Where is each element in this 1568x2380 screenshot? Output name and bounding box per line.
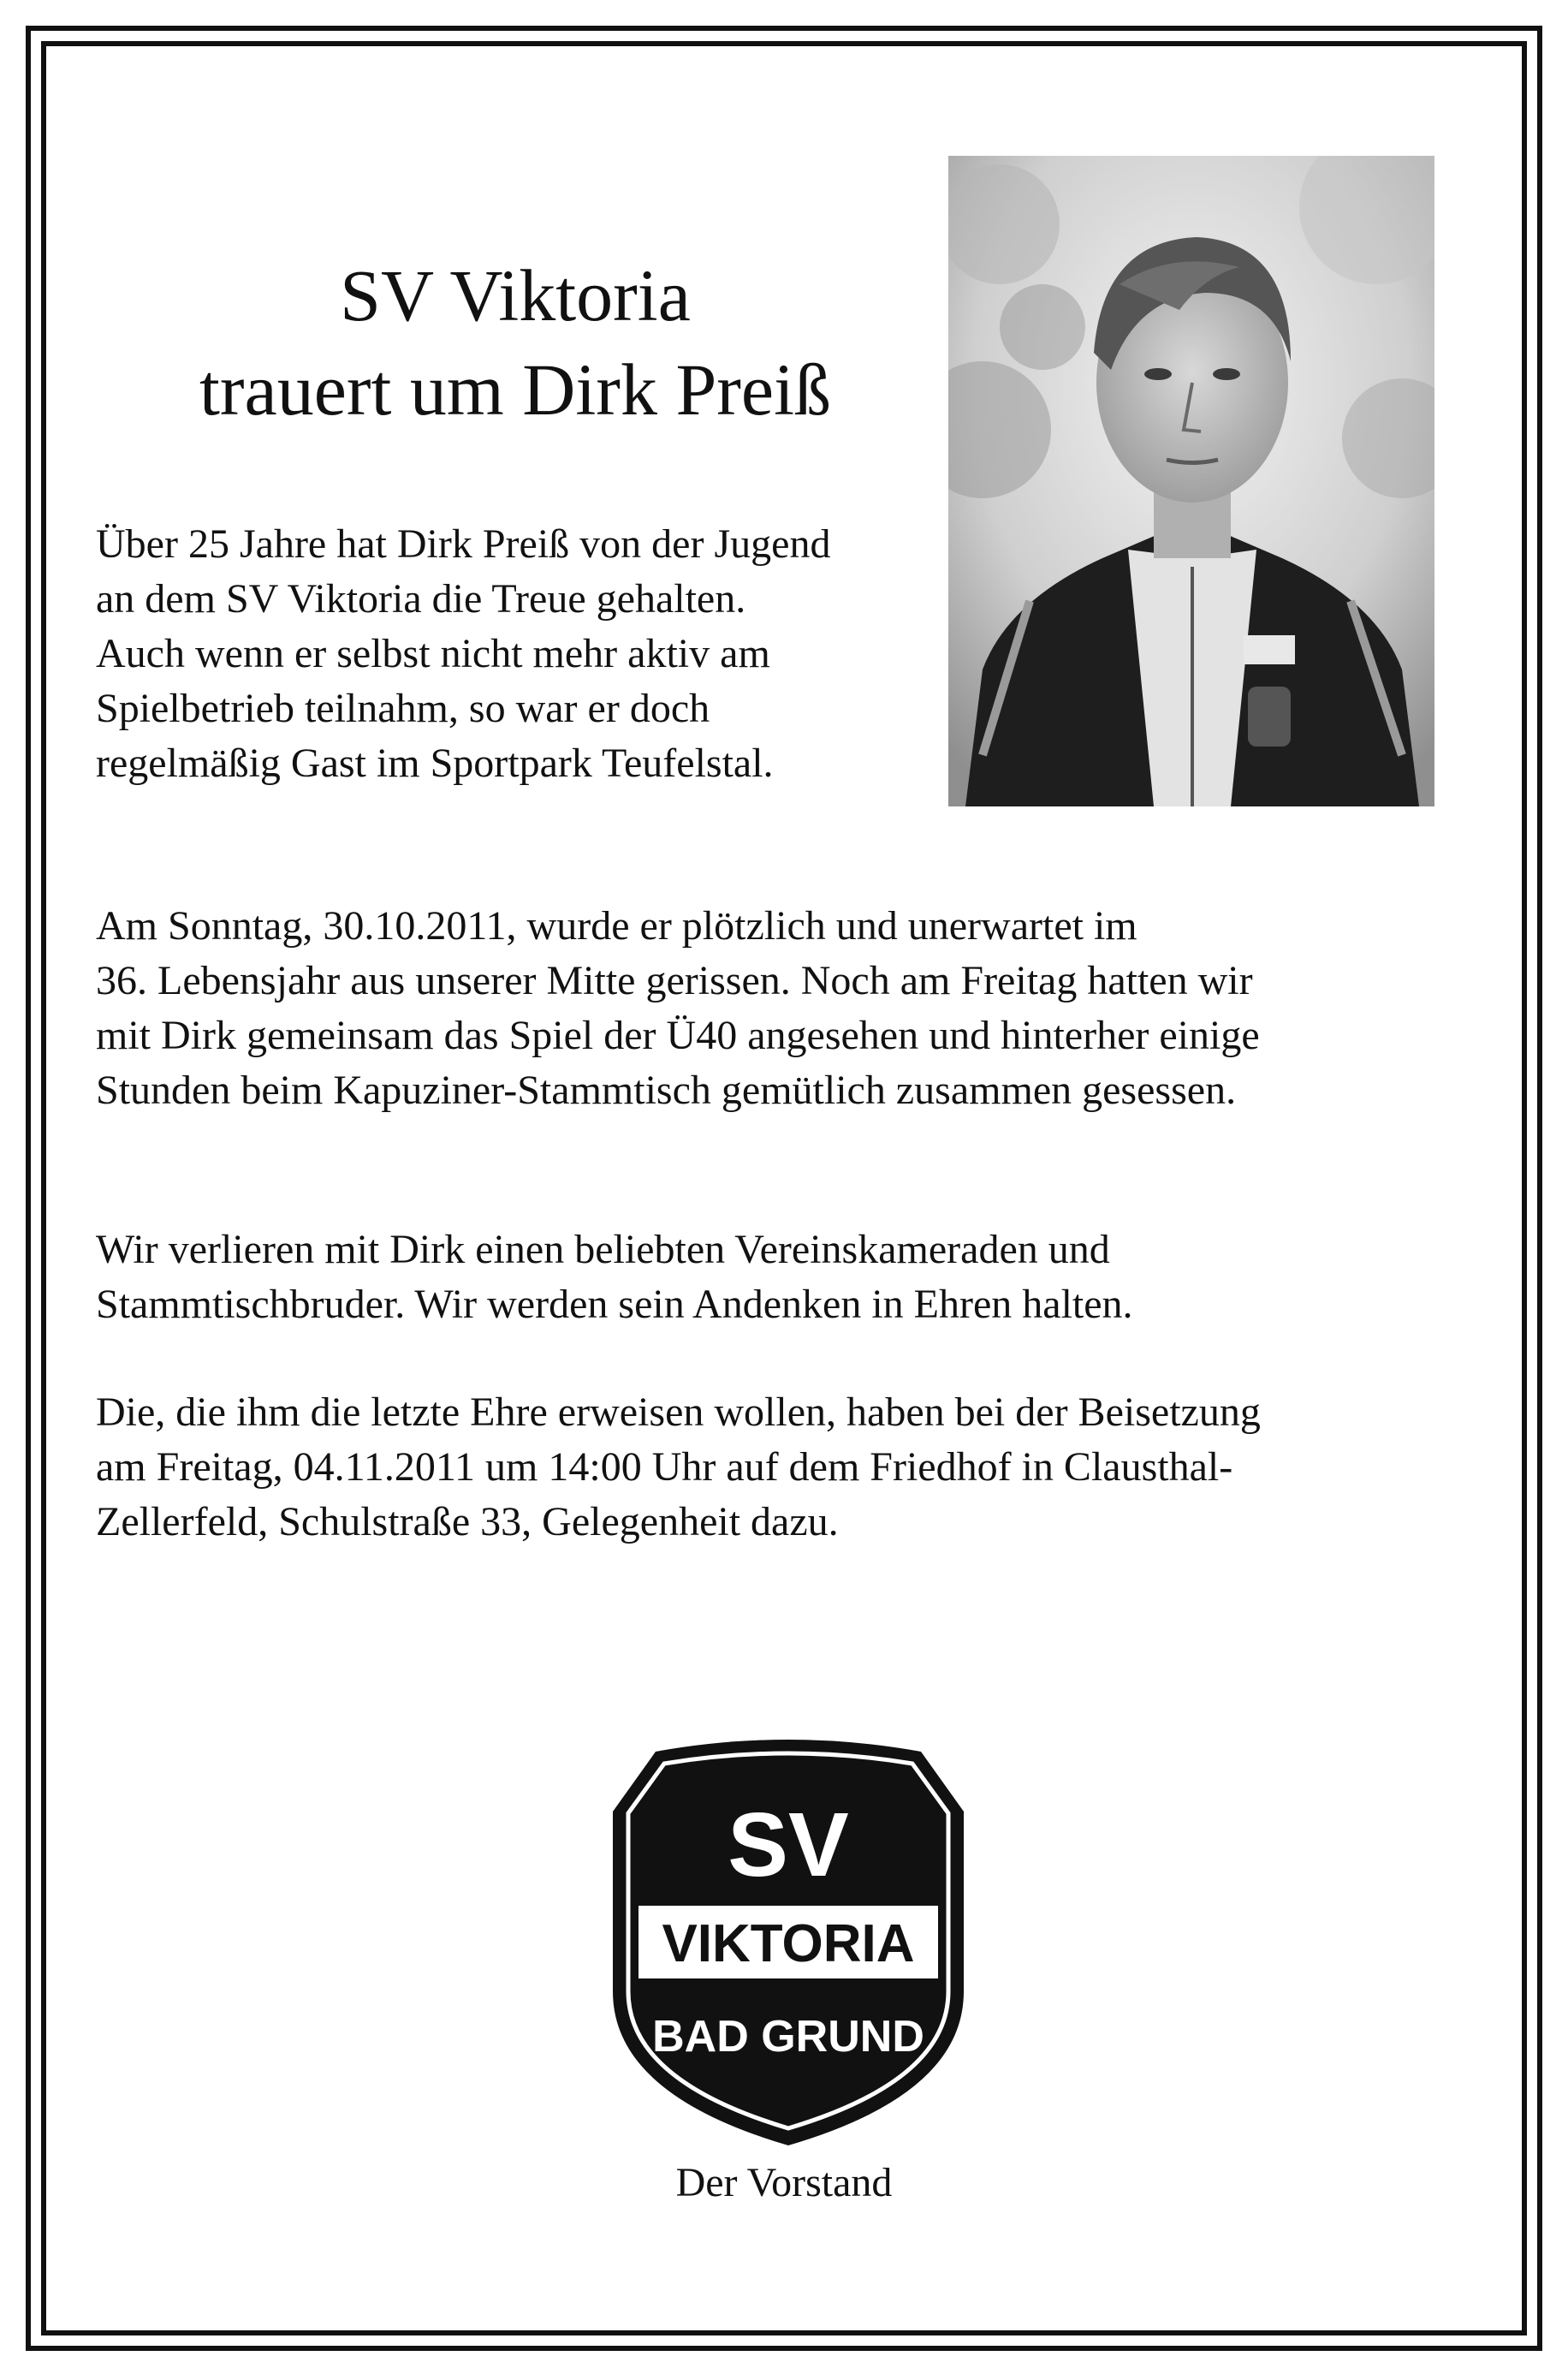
paragraph-line: Die, die ihm die letzte Ehre erweisen wollen, haben bei der Beisetzung [96, 1389, 1261, 1435]
paragraph-line: Über 25 Jahre hat Dirk Preiß von der Jugend [96, 521, 831, 567]
paragraph-funeral [96, 1385, 1261, 1550]
signature-board: Der Vorstand [675, 2160, 893, 2205]
title-line-2: trauert um Dirk Preiß [199, 348, 831, 431]
paragraph-line: Spielbetrieb teilnahm, so war er doch [96, 686, 710, 731]
paragraph-line: Wir verlieren mit Dirk einen beliebten Vereinskameraden und [96, 1227, 1110, 1272]
paragraph-line: 36. Lebensjahr aus unserer Mitte gerissen. Noch am Freitag hatten wir [96, 958, 1253, 1003]
paragraph-line: am Freitag, 04.11.2011 um 14:00 Uhr auf dem Friedhof in Clausthal- [96, 1444, 1233, 1490]
paragraph-line: Am Sonntag, 30.10.2011, wurde er plötzlich und unerwartet im [96, 903, 1137, 949]
paragraph-passing [96, 899, 1260, 1118]
paragraph-line: regelmäßig Gast im Sportpark Teufelstal. [96, 741, 774, 786]
obituary-title [96, 248, 935, 437]
paragraph-line: Stunden beim Kapuziner-Stammtisch gemütlich zusammen gesessen. [96, 1068, 1237, 1113]
logo-text-sv: SV [728, 1794, 849, 1895]
paragraph-line: Auch wenn er selbst nicht mehr aktiv am [96, 631, 770, 676]
paragraph-line: mit Dirk gemeinsam das Spiel der Ü40 angesehen und hinterher einige [96, 1013, 1260, 1058]
title-line-1: SV Viktoria [340, 254, 691, 336]
portrait-photo [948, 156, 1434, 806]
paragraph-line: Zellerfeld, Schulstraße 33, Gelegenheit dazu. [96, 1499, 839, 1544]
paragraph-line: Stammtischbruder. Wir werden sein Andenken in Ehren halten. [96, 1282, 1133, 1327]
club-crest-logo [604, 1734, 972, 2149]
paragraph-remembrance [96, 1223, 1133, 1332]
paragraph-line: an dem SV Viktoria die Treue gehalten. [96, 576, 746, 622]
paragraph-membership [96, 517, 830, 791]
logo-text-bad-grund: BAD GRUND [652, 2012, 924, 2062]
logo-text-viktoria: VIKTORIA [662, 1914, 915, 1973]
